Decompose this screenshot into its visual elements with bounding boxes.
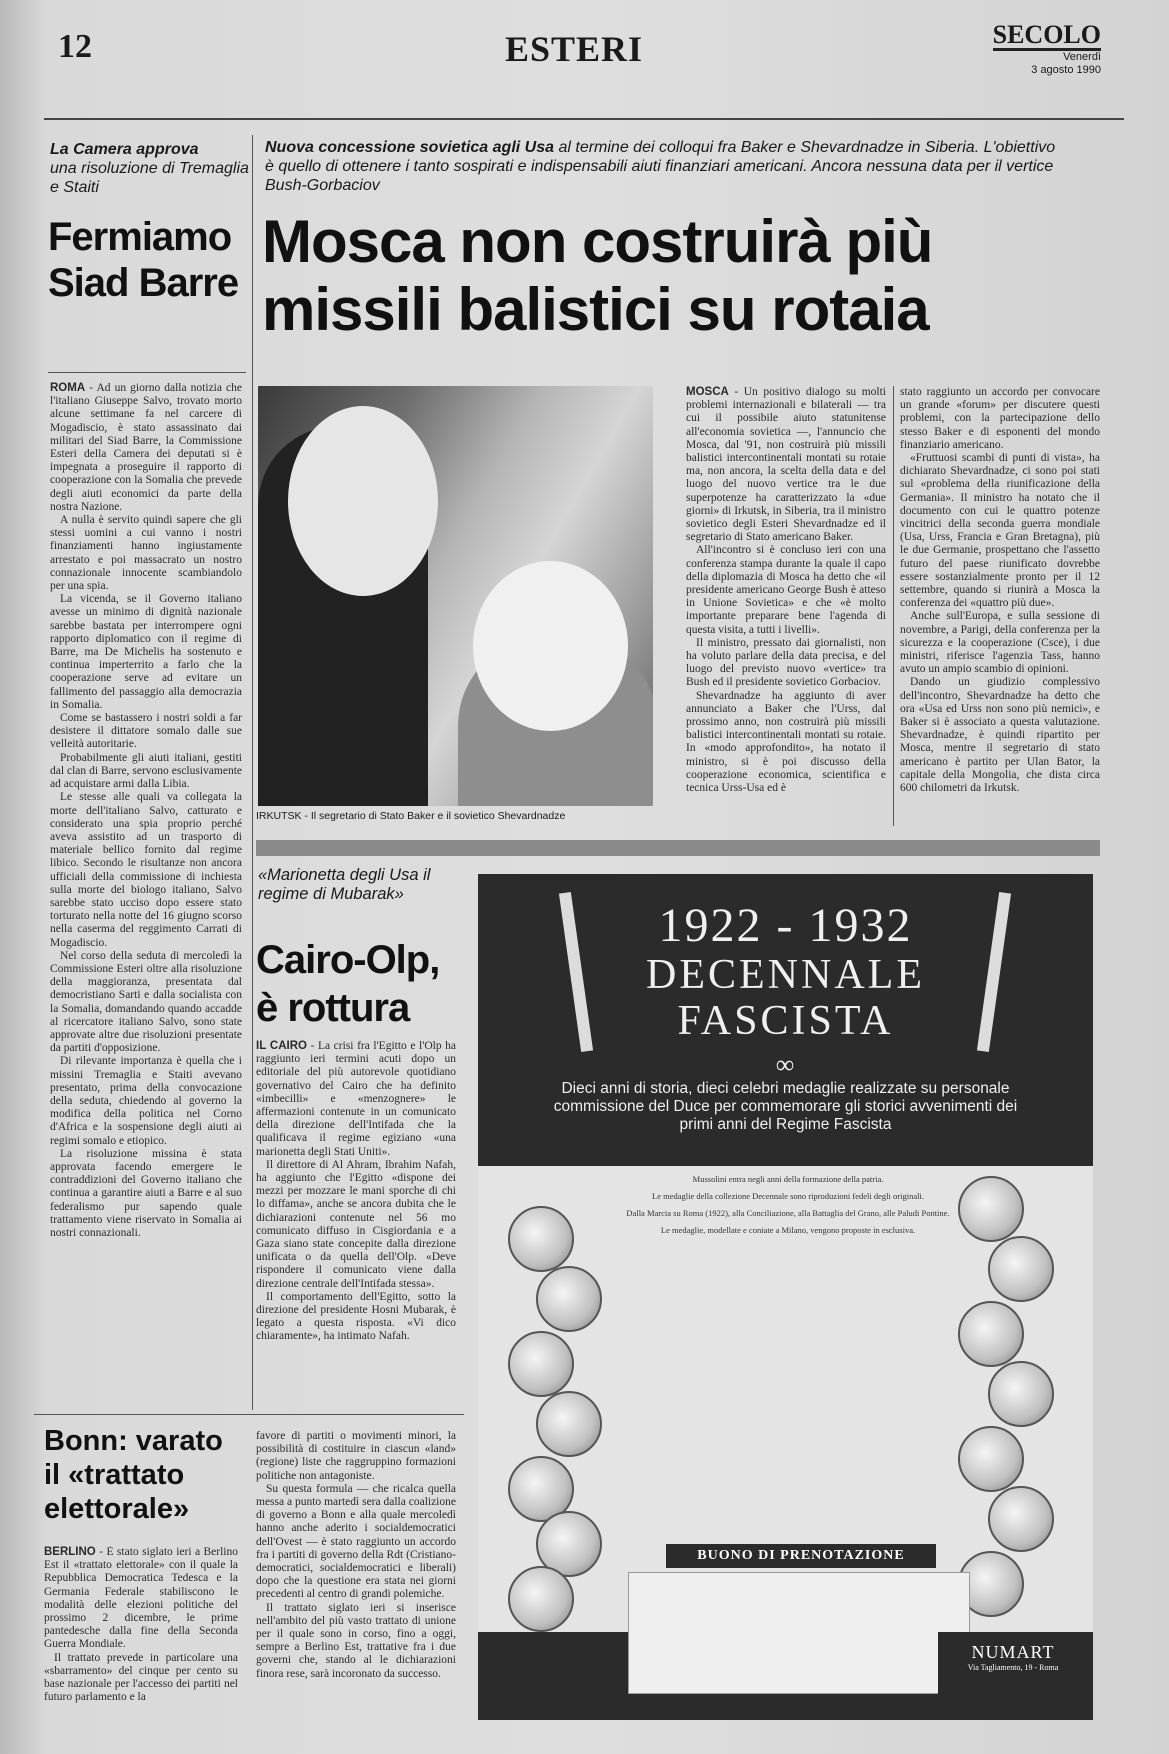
ad-paragraph: Mussolini entra negli anni della formazione della patria. (692, 1174, 884, 1184)
medal-icon (958, 1176, 1024, 1242)
ad-subtitle: Dieci anni di storia, dieci celebri medaglie realizzate su personale commissione del Duce per commemorare gli storici avvenimenti dei primi anni del Regime Fascista (553, 1080, 1018, 1133)
advertisement-medals (478, 1166, 1093, 1720)
left-article-body (50, 382, 242, 1404)
bonn-article-col1 (44, 1546, 238, 1746)
main-paragraph: Shevardnadze ha aggiunto di aver annunciato a Baker che l'Urss, dal prossimo anno, non costruirà più missili balistici intercontinentali montati su rotaie. In «modo approfondito», ha notato il ministro, si è poi discusso della cooperazione economica, scientifica e tecnica Urss-Usa ed è (686, 689, 886, 795)
ad-paragraph: Le medaglie della collezione Decennale sono riproduzioni fedeli degli originali. (652, 1191, 924, 1201)
brand-box (938, 1632, 1088, 1720)
left-paragraph: La risoluzione missina è stata approvata facendo emergere le contraddizioni del Governo italiano che continua a garantire aiuti a Barre e al suo federalismo pur sapendo quale trattamento viene riservato in Somalia ai nostri connazionali. (50, 1147, 242, 1239)
cairo-dateline: IL CAIRO (256, 1040, 307, 1052)
ad-title-line1: DECENNALE (646, 952, 925, 998)
main-paragraph: All'incontro si è concluso ieri con una conferenza stampa durante la quale il capo della diplomazia di Mosca ha detto che «il presidente americano George Bush è atteso in Unione Sovietica» e che «è molto importante preparare bene l'agenda di questa visita, a tutti i livelli». (686, 544, 886, 636)
coupon-title: BUONO DI PRENOTAZIONE (666, 1544, 936, 1568)
bonn-paragraph: Il trattato siglato ieri si inserisce nell'ambito del più vasto trattato di unione per il quale sono in corso, fino a oggi, sempre a Berlino Est, trattative fra i due governi che, stando al le dichiarazioni finora rese, sarà incoronato da successo. (256, 1601, 456, 1680)
bonn-paragraph: favore di partiti o movimenti minori, la possibilità di costituire in ciascun «land» (regione) liste che raggruppino formazioni politiche non antagoniste. (256, 1430, 456, 1482)
masthead (993, 22, 1101, 77)
section-title: ESTERI (505, 29, 644, 69)
left-paragraph: Le stesse alle quali va collegata la morte dell'italiano Salvo, catturato e considerato una spia proprio perché aveva assistito ad un trasporto di materiale bellico fornito dal regime libico. Secondo le risultanze non ancora ufficiali della commissione di inchiesta sulla morte del biologo italiano, Salvo sarebbe stato ucciso dopo essere stato torturato nella notte del 16 giugno scorso nella caserma del reggimento Carrati di Mogadiscio. (50, 791, 242, 949)
left-paragraph: Probabilmente gli aiuti italiani, gestiti dal clan di Barre, servono esclusivamente ad acquistare armi dalla Libia. (50, 751, 242, 791)
order-coupon[interactable] (628, 1572, 970, 1694)
ad-paragraph: Le medaglie, modellate e coniate a Milano, vengono proposte in esclusiva. (660, 1225, 916, 1235)
bonn-paragraph: Su questa formula — che ricalca quella messa a punto martedì sera dalla coalizione di governo a Bonn e alla quale mercoledì hanno anche aderito i socialdemocratici dell'Ovest — è stato raggiunto un accordo fra i partiti di governo della Rdt (Cristiano-democratici, socialdemocratici e liberali) dopo che la questione era stata nei giorni precedenti al centro di grandi polemiche. (256, 1482, 456, 1601)
medal-icon (958, 1301, 1024, 1367)
left-paragraph: - Ad un giorno dalla notizia che l'italiano Giuseppe Salvo, trovato morto alcune settimane fa nel carcere di Mogadiscio, è stato assassinato dai militari del Siad Barre, la Commissione Esteri della Camera dei deputati si è impegnata a proseguire il rapporto di cooperazione con la Somalia che prevede degli aiuti economici da parte della nostra Nazione. (50, 382, 242, 513)
news-photo (258, 386, 653, 806)
medal-icon (508, 1206, 574, 1272)
cairo-paragraph: Il comportamento dell'Egitto, sotto la direzione del presidente Hosni Mubarak, è legato a questa risposta. «Vi dico chiaramente», ha intimato Nafah. (256, 1290, 456, 1343)
medal-icon (988, 1361, 1054, 1427)
bonn-top-rule (34, 1414, 464, 1415)
bonn-article-col2 (256, 1430, 456, 1746)
bonn-paragraph: - È stato siglato ieri a Berlino Est il «trattato elettorale» con il quale la Repubblica Democratica Tedesca e la Germania Federale stabiliscono le modalità delle elezioni politiche del prossimo 2 dicembre, le prime pantedesche dalla fine della Seconda Guerra Mondiale. (44, 1546, 238, 1651)
ornament-icon: ∞ (775, 1050, 795, 1079)
issue-date: 3 agosto 1990 (1031, 64, 1101, 76)
main-paragraph: Anche sull'Europa, e sulla sessione di novembre, a Parigi, della conferenza per la sicurezza e la cooperazione (Csce), i due ministri, riferisce l'agenzia Tass, hanno avuto un ampio scambio di opinioni. (900, 610, 1100, 676)
cairo-kicker: «Marionetta degli Usa il regime di Mubarak» (258, 866, 431, 903)
main-paragraph: - Un positivo dialogo su molti problemi internazionali e bilaterali — tra cui il possibile aiuto statunitense all'economia sovietica —, l'annuncio che Mosca, dal '91, non costruirà più missili balistici intercontinentali montati su rotaie ma, non ancora, la scelta della data e del luogo del nuovo vertice tra le due superpotenze ha caratterizzato la «due giorni» di Irkutsk, in Siberia, tra il ministro sovietico degli Esteri Shevardnadze ed il segretario di Stato americano Baker. (686, 386, 886, 544)
left-paragraph: La vicenda, se il Governo italiano avesse un minimo di dignità nazionale sarebbe bastata per interrompere ogni rapporto diplomatico con il regime di Barre, ma De Michelis ha sostenuto e continua imperterrito a farlo che la cooperazione serve ad evitare un fallimento del passaggio alla democrazia in Somalia. (50, 593, 242, 711)
newspaper-logo: SECOLO (992, 20, 1101, 49)
left-kicker (50, 140, 250, 197)
main-kicker-text: al termine dei colloqui fra Baker e Shevardnadze in Siberia. L'obiettivo è quello di ottenere i tanto sospirati e indispensabili aiuti finanziari americani. Ancora nessuna data per il vertice Bush-Gorbaciov (265, 139, 1056, 194)
main-paragraph: Dando un giudizio complessivo dell'incontro, Shevardnadze ha detto che ora «Usa ed Urss non sono più nemici», e Baker si è associato a questa valutazione. Shevardnadze, è quindi ripartito per Mosca, mentre il segretario di stato americano è partito per Ulan Bator, la capitale della Mongolia, che dista circa 600 chilometri da Irkutsk. (900, 676, 1100, 795)
main-paragraph: «Fruttuosi scambi di punti di vista», ha dichiarato Shevardnadze, ci sono poi stati sul «problema della riunificazione della Germania». Il ministro ha notato che il documento con cui le quattro potenze vincitrici della seconda guerra mondiale (Usa, Urss, Francia e Gran Bretagna), più le due Germanie, prospettano che l'assetto futuro del paese riunificato dovrebbe essere sostanzialmente pronto per il 12 settembre, quando si riunirà a Mosca la conferenza dei «quattro più due». (900, 452, 1100, 610)
left-paragraph: A nulla è servito quindi sapere che gli stessi uomini a cui vanno i nostri finanziamenti hanno ingiustamente arrestato e poi massacrato un nostro connazionale innocente scambiandolo per una spia. (50, 514, 242, 593)
separator-band (256, 840, 1100, 856)
cairo-headline: Cairo-Olp, è rottura (256, 938, 440, 1030)
ad-paragraph: Dalla Marcia su Roma (1922), alla Conciliazione, alla Battaglia del Grano, alle Paludi Pontine. (626, 1208, 950, 1218)
cairo-article-body (256, 1040, 456, 1406)
left-headline: Fermiamo Siad Barre (48, 215, 239, 305)
column-rule (893, 386, 894, 826)
page-number: 12 (58, 28, 92, 65)
main-paragraph: stato raggiunto un accordo per convocare un grande «forum» per discutere questi problemi, con la partecipazione dello stesso Baker e di esponenti del mondo finanziario americano. (900, 386, 1100, 451)
medal-icon (536, 1391, 602, 1457)
bonn-dateline: BERLINO (44, 1546, 96, 1558)
medal-icon (508, 1566, 574, 1632)
main-kicker-bold: Nuova concessione sovietica agli Usa (265, 139, 555, 156)
cairo-paragraph: Il direttore di Al Ahram, Ibrahim Nafah, ha aggiunto che l'Egitto «dispone dei mezzi per mozzare le mani sporche di chi lo diffama», anche se ancora dubita che le dichiarazioni contenute nel 56 mo comunicato diffuso in Cisgiordania e a Gaza siano state concepite dalla direzione unificata o da quella dell'Olp. «Deve rispondere il comunicato viene dalla direzione centrale dell'Intifada stessa». (256, 1158, 456, 1290)
left-paragraph: Di rilevante importanza è quella che i missini Tremaglia e Staiti avevano presentato, prima della convocazione della seduta, chiedendo al governo la modifica della politica nel Corno d'Africa e la sospensione degli aiuti ai regimi somalo e etiopico. (50, 1055, 242, 1147)
ad-small-text (623, 1174, 953, 1242)
bonn-headline: Bonn: varato il «trattato elettorale» (44, 1425, 223, 1525)
ad-years: 1922 - 1932 (658, 899, 913, 952)
ad-title-line2: FASCISTA (677, 998, 894, 1044)
left-kicker-bold: La Camera approva (50, 141, 199, 158)
brand-name: NUMART (971, 1642, 1055, 1662)
photo-caption: IRKUTSK - Il segretario di Stato Baker e il sovietico Shevardnadze (256, 810, 566, 822)
issue-day: Venerdì (1063, 51, 1101, 63)
column-rule (252, 135, 253, 1410)
medal-icon (536, 1266, 602, 1332)
ad-title (478, 952, 1093, 1044)
cairo-paragraph: - La crisi fra l'Egitto e l'Olp ha raggiunto ieri termini acuti dopo un editoriale del più autorevole quotidiano governativo del Cairo che ha definito «imbecilli» e «menzognere» le affermazioni contenute in un comunicato della direzione dell'Intifada che la qualificava il regime egiziano «una marionetta degli Stati Uniti». (256, 1040, 456, 1158)
medal-icon (958, 1426, 1024, 1492)
left-paragraph: Come se bastassero i nostri soldi a far desistere il dittatore somalo dalle sue velleità autoritarie. (50, 712, 242, 751)
medal-icon (988, 1236, 1054, 1302)
main-headline: Mosca non costruirà più missili balistici su rotaia (262, 208, 933, 343)
bonn-paragraph: Il trattato prevede in particolare una «sbarramento» del cinque per cento su base nazionale per l'accesso dei partiti nel futuro parlamento e la (44, 1651, 238, 1704)
left-kicker-text: una risoluzione di Tremaglia e Staiti (50, 160, 249, 196)
left-dateline: ROMA (50, 382, 86, 394)
left-paragraph: Nel corso della seduta di mercoledì la Commissione Esteri oltre alla risoluzione della maggioranza, presentata dal democristiano Sarti e dalla socialista con la Somalia, domandando quando accadde al ricercatore italiano Salvo, sono state approvate altre due risoluzioni presentate da partiti d'opposizione. (50, 949, 242, 1055)
header-divider (44, 118, 1124, 120)
main-dateline: MOSCA (686, 386, 729, 398)
main-paragraph: Il ministro, pressato dai giornalisti, non ha voluto parlare della data precisa, e del luogo del previsto nuovo «vertice» tra Bush ed il presidente sovietico Gorbaciov. (686, 636, 886, 689)
advertisement-banner (478, 874, 1093, 1166)
main-article-col2 (900, 386, 1100, 826)
main-article-col1 (686, 386, 886, 826)
left-rule (48, 372, 246, 373)
medal-icon (508, 1331, 574, 1397)
medal-icon (988, 1486, 1054, 1552)
main-kicker (265, 138, 1065, 195)
brand-address: Via Tagliamento, 19 - Roma (967, 1663, 1059, 1672)
